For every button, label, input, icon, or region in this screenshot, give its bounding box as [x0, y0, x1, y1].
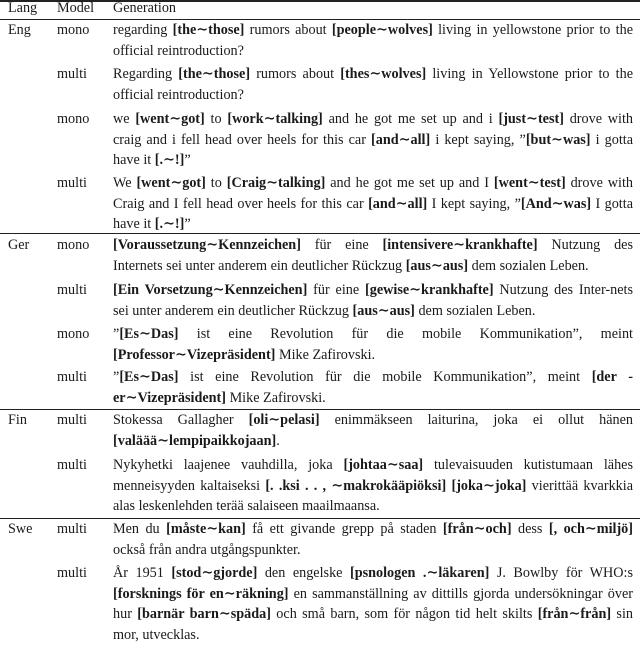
- text-span: drove with Craig and I fell head over heels for this car: [113, 175, 633, 212]
- edit-span: [And∼was]: [520, 195, 592, 212]
- text-span: en sammanställning av dittills gjorda undersökningar över hur: [113, 585, 633, 623]
- edit-span: [went∼got]: [135, 111, 205, 127]
- row-model: mono: [57, 111, 90, 127]
- text-span: Stokessa Gallagher: [113, 412, 249, 428]
- edit-span: [från∼från]: [537, 606, 612, 623]
- generation-text: [113, 519, 633, 560]
- generation-text: [113, 410, 633, 451]
- edit-span: [barnär barn∼späda]: [137, 606, 271, 623]
- edit-span: [intensivere∼krankhafte]: [382, 237, 538, 253]
- text-span: dess: [511, 521, 549, 537]
- edit-span: [forsknings för en∼räkning]: [113, 585, 289, 602]
- edit-span: [.∼!]: [154, 152, 185, 169]
- row-model: multi: [57, 412, 87, 428]
- edit-span: [oli∼pelasi]: [248, 412, 320, 428]
- section-lang-swe: Swe: [8, 521, 33, 537]
- text-span: sin mor, utvecklas.: [113, 606, 633, 643]
- text-span: i kept saying, ”: [430, 131, 526, 148]
- generation-text: [113, 280, 633, 321]
- text-span: We: [113, 175, 137, 191]
- row-model: mono: [57, 326, 90, 342]
- text-span: I gotta have it: [113, 195, 633, 233]
- text-span: Nutzung des Internets sei unter anderem ein deutlicher Rückzug: [113, 237, 633, 274]
- row-model: multi: [57, 521, 87, 537]
- generation-text: [113, 20, 633, 61]
- edit-span: [Voraussetzung∼Kennzeichen]: [113, 237, 301, 253]
- text-span: living in yellowstone prior to the official reintroduction?: [113, 22, 633, 59]
- text-span: für eine: [307, 282, 366, 298]
- generation-text: [113, 367, 633, 408]
- edit-span: [, och∼miljö]: [548, 521, 634, 537]
- text-span: .: [276, 432, 280, 449]
- text-span: År 1951: [113, 565, 172, 581]
- text-span: dem sozialen Leben.: [414, 302, 536, 319]
- row-model: multi: [57, 66, 87, 82]
- table-top-rule: [0, 0, 640, 2]
- text-span: Men du: [113, 521, 167, 537]
- edit-span: [went∼test]: [493, 175, 566, 191]
- edit-span: [der -er∼Vizepräsident]: [113, 369, 633, 406]
- section-divider: [0, 233, 640, 234]
- edit-span: [just∼test]: [498, 111, 564, 127]
- text-span: drove with craig and i fell head over heels for this car: [113, 111, 634, 148]
- text-span: rumors about: [250, 66, 341, 82]
- edit-span: [joka∼joka]: [451, 477, 527, 494]
- text-span: and he got me set up and i: [322, 111, 499, 127]
- text-span: to: [204, 111, 228, 127]
- edit-span: [stod∼gjorde]: [171, 565, 258, 581]
- edit-span: [Ein Vorsetzung∼Kennzeichen]: [113, 282, 308, 298]
- text-span: to: [205, 175, 227, 191]
- text-span: Mike Zafirovski.: [226, 389, 326, 406]
- text-span: dem sozialen Leben.: [468, 257, 589, 274]
- header-lang: Lang: [8, 0, 38, 16]
- edit-span: [gewise∼krankhafte]: [365, 282, 494, 298]
- edit-span: [Professor∼Vizepräsident]: [113, 346, 276, 363]
- text-span: we: [113, 111, 136, 127]
- header-model: Model: [57, 0, 95, 16]
- edit-span: [thes∼wolves]: [340, 66, 427, 82]
- text-span: och små barn, som för någon tid helt skilts: [270, 606, 538, 623]
- text-span: Nutzung des Inter-nets sei unter anderem ein deutlicher Rückzug: [113, 282, 633, 319]
- text-span: också från andra utgångspunkter.: [113, 541, 301, 558]
- generation-text: [113, 235, 633, 276]
- generation-text: [113, 64, 633, 105]
- text-span: I kept saying, ”: [427, 195, 521, 212]
- text-span: enimmäkseen laiturina, joka ei ollut hänen: [319, 412, 633, 428]
- edit-span: [.∼!]: [154, 216, 185, 233]
- edit-span: [and∼all]: [371, 131, 431, 148]
- text-span: regarding: [113, 22, 173, 38]
- edit-span: [. .ksi . . , ∼makrokääpiöksi]: [265, 477, 447, 494]
- edit-span: [valäää∼lempipaikkojaan]: [113, 432, 277, 449]
- text-span: ”: [113, 326, 120, 342]
- edit-span: [aus∼aus]: [352, 302, 415, 319]
- section-lang-eng: Eng: [8, 22, 31, 38]
- generation-text: [113, 173, 633, 235]
- text-span: Regarding: [113, 66, 179, 82]
- text-span: J. Bowlby för WHO:s: [489, 565, 633, 581]
- text-span: ”: [184, 152, 191, 169]
- text-span: Nykyhetki laajenee vauhdilla, joka: [113, 457, 344, 473]
- text-span: i gotta have it: [113, 131, 634, 169]
- edit-span: [the∼those]: [178, 66, 251, 82]
- text-span: ”: [113, 369, 120, 385]
- text-span: Mike Zafirovski.: [275, 346, 376, 363]
- edit-span: [aus∼aus]: [405, 257, 469, 274]
- text-span: vierittää kvarkkia alas leskenlehden terää salaiseen maailmaansa.: [113, 477, 634, 515]
- text-span: ”: [184, 216, 191, 233]
- edit-span: [work∼talking]: [227, 111, 323, 127]
- generation-text: [113, 109, 633, 171]
- row-model: multi: [57, 175, 87, 191]
- edit-span: [and∼all]: [368, 195, 428, 212]
- text-span: living in Yellowstone prior to the official reintroduction?: [113, 66, 633, 103]
- edit-span: [the∼those]: [172, 22, 245, 38]
- text-span: ist eine Revolution für die mobile Kommunikation”, meint: [178, 326, 633, 342]
- edit-span: [Es∼Das]: [119, 326, 179, 342]
- generation-text: [113, 455, 633, 517]
- edit-span: [Es∼Das]: [119, 369, 179, 385]
- edit-span: [måste∼kan]: [166, 521, 246, 537]
- section-lang-ger: Ger: [8, 237, 30, 253]
- row-model: multi: [57, 282, 87, 298]
- text-span: ist eine Revolution für die mobile Kommunikation”, meint: [178, 369, 592, 385]
- row-model: mono: [57, 22, 90, 38]
- edit-span: [Craig∼talking]: [226, 175, 326, 191]
- edit-span: [johtaa∼saa]: [343, 457, 424, 473]
- text-span: and he got me set up and I: [325, 175, 494, 191]
- generation-text: [113, 324, 633, 365]
- row-model: multi: [57, 565, 87, 581]
- edit-span: [went∼got]: [136, 175, 206, 191]
- edit-span: [but∼was]: [525, 131, 591, 148]
- row-model: mono: [57, 237, 90, 253]
- header-generation: Generation: [113, 0, 177, 16]
- text-span: den engelske: [257, 565, 350, 581]
- row-model: multi: [57, 457, 87, 473]
- edit-span: [från∼och]: [442, 521, 512, 537]
- edit-span: [people∼wolves]: [331, 22, 433, 38]
- row-model: multi: [57, 369, 87, 385]
- text-span: rumors about: [244, 22, 332, 38]
- text-span: für eine: [300, 237, 383, 253]
- generation-text: [113, 563, 633, 645]
- section-lang-fin: Fin: [8, 412, 27, 428]
- edit-span: [psnologen .∼läkaren]: [349, 565, 490, 581]
- text-span: få ett givande grepp på staden: [245, 521, 443, 537]
- text-span: tulevaisuuden kutistumaan lähes menneisyyden kaltaiseksi: [113, 457, 633, 494]
